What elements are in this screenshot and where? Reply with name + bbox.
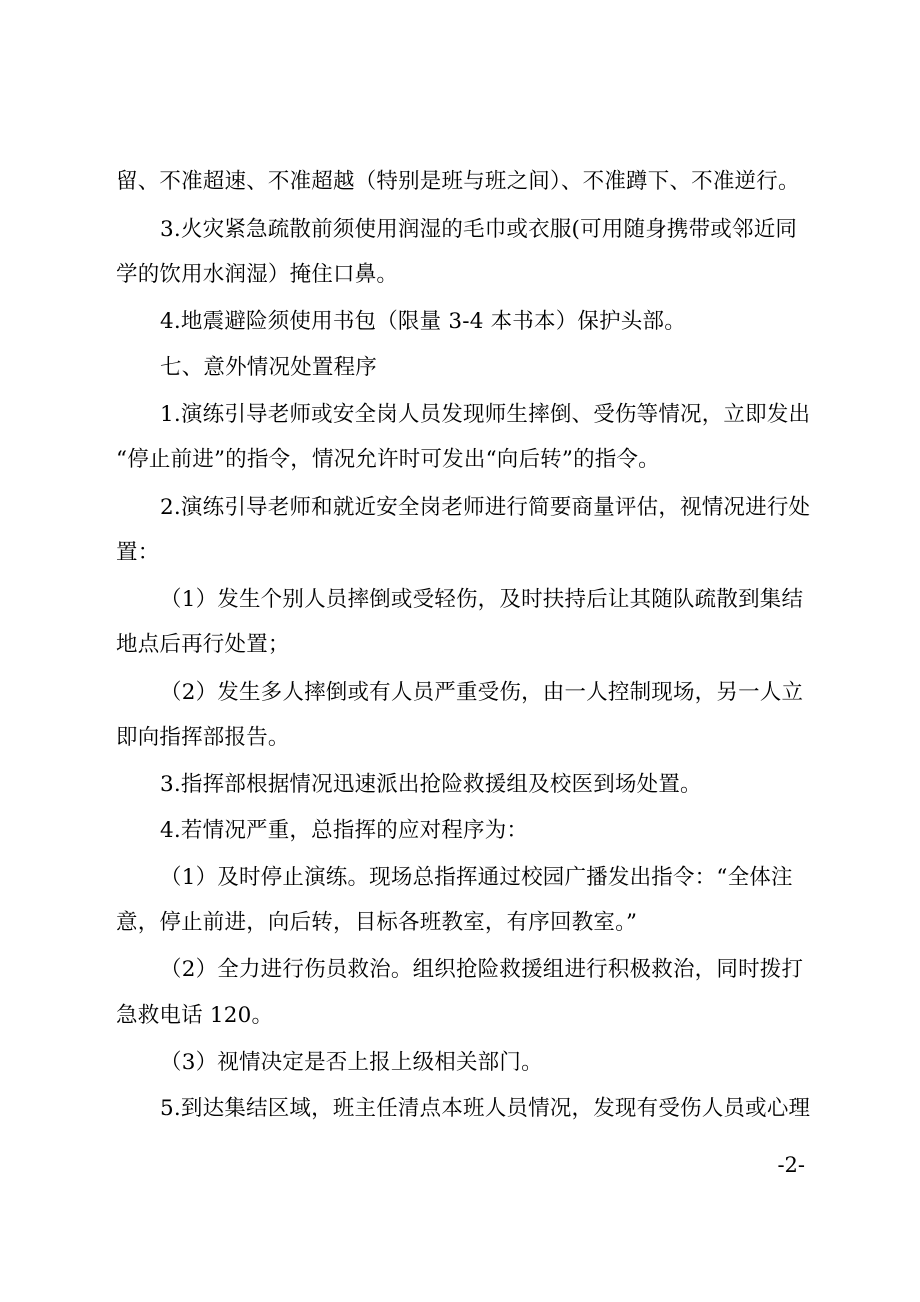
- section-heading: 七、意外情况处置程序: [160, 355, 378, 380]
- text-line: 4.若情况严重，总指挥的应对程序为：: [160, 818, 529, 843]
- text-line: 5.到达集结区域，班主任清点本班人员情况，发现有受伤人员或心理: [160, 1096, 811, 1121]
- text-line: 留、不准超速、不准超越（特别是班与班之间）、不准蹲下、不准逆行。: [116, 169, 800, 194]
- text-line: 3.指挥部根据情况迅速派出抢险救援组及校医到场处置。: [160, 772, 702, 797]
- text-line: “停止前进”的指令，情况允许时可发出“向后转”的指令。: [116, 447, 660, 472]
- text-line: 4.地震避险须使用书包（限量 3-4 本书本）保护头部。: [160, 309, 686, 334]
- text-line: （3）视情决定是否上报上级相关部门。: [160, 1050, 543, 1075]
- text-line: （2）发生多人摔倒或有人员严重受伤，由一人控制现场，另一人立: [160, 680, 804, 705]
- text-line: 1.演练引导老师或安全岗人员发现师生摔倒、受伤等情况，立即发出: [160, 402, 811, 427]
- text-line: （1）及时停止演练。现场总指挥通过校园广播发出指令：“全体注: [160, 865, 793, 890]
- text-line: 意，停止前进，向后转，目标各班教室，有序回教室。”: [116, 910, 638, 935]
- text-line: 即向指挥部报告。: [116, 725, 290, 750]
- page-number: -2-: [777, 1153, 805, 1177]
- text-line: （2）全力进行伤员救治。组织抢险救援组进行积极救治，同时拨打: [160, 957, 804, 982]
- text-line: 地点后再行处置；: [116, 632, 290, 657]
- text-line: 3.火灾紧急疏散前须使用润湿的毛巾或衣服(可用随身携带或邻近同: [160, 217, 798, 242]
- text-line: 学的饮用水润湿）掩住口鼻。: [116, 262, 399, 287]
- text-line: 2.演练引导老师和就近安全岗老师进行简要商量评估，视情况进行处: [160, 495, 811, 520]
- text-line: （1）发生个别人员摔倒或受轻伤，及时扶持后让其随队疏散到集结: [160, 587, 804, 612]
- text-line: 置：: [116, 540, 160, 565]
- text-line: 急救电话 120。: [116, 1003, 274, 1028]
